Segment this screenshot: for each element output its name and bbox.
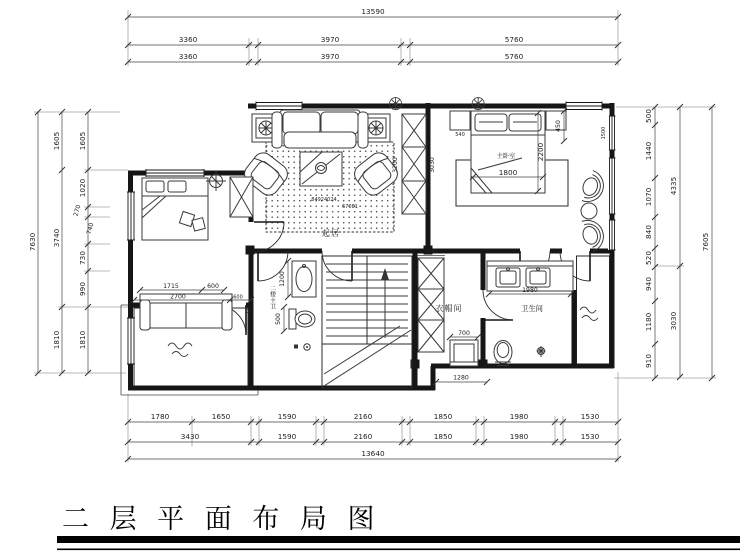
dim-label: 540 bbox=[455, 132, 465, 138]
dim-label: 1980 bbox=[509, 432, 529, 441]
dim-label: 1530 bbox=[580, 412, 600, 421]
vanity-sink bbox=[292, 261, 316, 297]
dim-label: 1650 bbox=[211, 412, 231, 421]
coffee-table bbox=[300, 152, 342, 186]
window bbox=[127, 318, 136, 364]
window bbox=[608, 116, 617, 150]
bed bbox=[142, 178, 208, 240]
table-lamp-icon bbox=[259, 121, 273, 135]
shower-tile-floor bbox=[577, 256, 610, 366]
dim-label: 13640 bbox=[361, 449, 385, 458]
balcony-note-scribble bbox=[168, 343, 192, 357]
wardrobe bbox=[402, 114, 426, 214]
dim-label: 840 bbox=[644, 225, 653, 239]
dim-label: 2160 bbox=[353, 412, 373, 421]
column bbox=[479, 360, 488, 369]
floor-drain-icon bbox=[294, 344, 310, 350]
round-table bbox=[581, 203, 597, 219]
room-label-bathroom: 卫生间 bbox=[521, 304, 543, 313]
window bbox=[127, 192, 136, 240]
bed bbox=[471, 111, 545, 193]
dim-label: 1280 bbox=[453, 374, 469, 382]
dim-label: 13590 bbox=[361, 7, 385, 16]
dim-label: 600 bbox=[207, 283, 219, 290]
dim-label: 2700 bbox=[170, 293, 186, 301]
dim-label: 730 bbox=[78, 251, 87, 265]
dim-label: 740 bbox=[85, 222, 96, 236]
dim-label: 7605 bbox=[701, 232, 710, 252]
window bbox=[608, 220, 617, 250]
dim-label: 500 bbox=[644, 109, 653, 123]
plan-code: 67081 bbox=[342, 204, 358, 210]
dim-label: 3970 bbox=[320, 52, 340, 61]
dim-label: 1800 bbox=[498, 168, 518, 177]
dim-label: 600 bbox=[233, 294, 243, 301]
dim-label: 4335 bbox=[669, 176, 678, 196]
title-underline-thin bbox=[57, 549, 740, 551]
dim-label: 1605 bbox=[78, 131, 87, 151]
table-lamp-icon bbox=[369, 121, 383, 135]
dim-label: 990 bbox=[78, 282, 87, 296]
dim-label: 1715 bbox=[163, 283, 179, 290]
room-label-master-bedroom: 主卧室 bbox=[496, 153, 516, 160]
armchair bbox=[578, 169, 608, 206]
dim-label: 1850 bbox=[433, 412, 453, 421]
dim-label: 3740 bbox=[52, 228, 61, 248]
dim-label: 2160 bbox=[353, 432, 373, 441]
cabinet bbox=[450, 340, 478, 366]
window bbox=[146, 169, 204, 178]
dim-label: 3360 bbox=[178, 52, 198, 61]
dim-label: 270 bbox=[72, 204, 83, 218]
dim-label: 1980 bbox=[522, 287, 538, 294]
dim-label: 1810 bbox=[78, 330, 87, 350]
room-label-master-bath: 二楼主卫 bbox=[268, 285, 276, 310]
dim-label: 1590 bbox=[277, 412, 297, 421]
dim-label: 2200 bbox=[536, 142, 545, 162]
dim-label: 322 bbox=[246, 305, 252, 315]
stairs-up-arrow bbox=[381, 268, 389, 280]
dim-label: 1810 bbox=[52, 330, 61, 350]
dim-label: 450 bbox=[555, 120, 562, 132]
dim-label: 1530 bbox=[580, 432, 600, 441]
room-label-cloakroom: 衣帽间 bbox=[435, 304, 463, 313]
nightstand bbox=[450, 111, 470, 130]
dim-label: 600 bbox=[425, 248, 437, 256]
dim-label: 1590 bbox=[277, 432, 297, 441]
dimension-top bbox=[125, 7, 621, 66]
toilet bbox=[289, 309, 315, 329]
dim-label: 1980 bbox=[509, 412, 529, 421]
wardrobe bbox=[230, 177, 253, 217]
dim-label: 7630 bbox=[28, 232, 37, 252]
dim-label: 5760 bbox=[504, 52, 524, 61]
master-bath bbox=[269, 258, 317, 350]
dim-label: 1180 bbox=[644, 312, 653, 332]
room-label-living: 起居 bbox=[322, 229, 340, 238]
shower-note-scribble bbox=[580, 307, 598, 321]
sofa-three-seat bbox=[140, 294, 232, 330]
dim-label: 1200 bbox=[279, 271, 286, 287]
title-underline-thick bbox=[57, 536, 740, 543]
table-lamp-icon bbox=[472, 98, 484, 110]
dim-label: 3970 bbox=[320, 35, 340, 44]
page-title: 二 层 平 面 布 局 图 bbox=[62, 504, 381, 535]
armchair bbox=[578, 216, 608, 253]
dim-label: 1500 bbox=[601, 126, 607, 140]
title-block bbox=[57, 504, 740, 550]
plant-icon bbox=[537, 346, 546, 357]
door-bathroom bbox=[483, 290, 513, 320]
window bbox=[608, 158, 617, 214]
table-lamp-icon bbox=[390, 98, 402, 110]
dim-label: 3030 bbox=[429, 157, 436, 173]
dim-label: 940 bbox=[644, 277, 653, 291]
dim-label: 1440 bbox=[644, 141, 653, 161]
dim-label: 500 bbox=[275, 313, 282, 325]
dim-label: 1850 bbox=[433, 432, 453, 441]
dim-label: 520 bbox=[644, 251, 653, 265]
dimension-left bbox=[28, 109, 128, 376]
column bbox=[246, 246, 255, 255]
dim-label: 1780 bbox=[150, 412, 170, 421]
dim-label: 3030 bbox=[669, 311, 678, 331]
dim-label: 3430 bbox=[180, 432, 200, 441]
toilet bbox=[494, 341, 512, 366]
dim-label: 3200 bbox=[392, 157, 399, 173]
dim-label: 1020 bbox=[78, 178, 87, 198]
window bbox=[566, 101, 602, 111]
dim-label: 1605 bbox=[52, 131, 61, 151]
dimension-right bbox=[614, 104, 716, 381]
plan-code: 84924024 bbox=[311, 197, 337, 203]
dim-label: 700 bbox=[458, 330, 470, 337]
dim-label: 1070 bbox=[644, 187, 653, 207]
sofa-loveseat bbox=[272, 110, 368, 148]
dim-label: 910 bbox=[644, 354, 653, 368]
dim-label: 5760 bbox=[504, 35, 524, 44]
dim-label: 3360 bbox=[178, 35, 198, 44]
